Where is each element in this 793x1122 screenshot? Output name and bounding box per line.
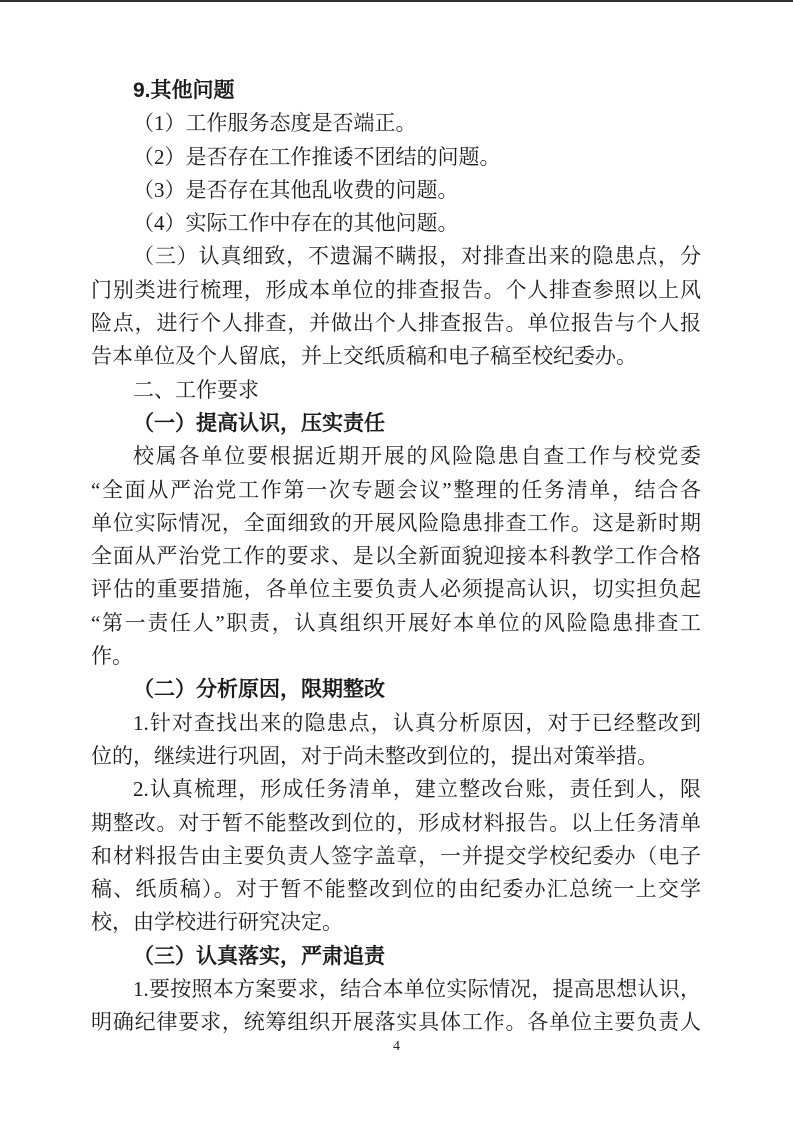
text-line: 位的，继续进行巩固，对于尚未整改到位的，提出对策举措。	[91, 743, 658, 768]
text-line: 作。	[91, 644, 133, 669]
text-line: （3）是否存在其他乱收费的问题。	[133, 177, 459, 202]
text-line: 和材料报告由主要负责人签字盖章，一并提交学校纪委办（电子	[91, 843, 701, 868]
text-line: 2.认真梳理，形成任务清单，建立整改台账，责任到人，限	[133, 777, 701, 802]
page-footer	[0, 1037, 793, 1055]
text-line: （二）分析原因，限期整改	[133, 678, 385, 702]
text-line: 1.针对查找出来的隐患点，认真分析原因，对于已经整改到	[133, 710, 701, 735]
text-line: （1）工作服务态度是否端正。	[133, 111, 417, 136]
text-line: 门别类进行梳理，形成本单位的排查报告。个人排查参照以上风	[91, 277, 701, 302]
document-body	[91, 74, 701, 1040]
text-line: （2）是否存在工作推诿不团结的问题。	[133, 144, 501, 169]
text-line: 评估的重要措施，各单位主要负责人必须提高认识，切实担负起	[91, 577, 701, 602]
text-line: 期整改。对于暂不能整改到位的，形成材料报告。以上任务清单	[91, 810, 701, 835]
text-line: （三）认真细致，不遗漏不瞒报，对排查出来的隐患点，分	[133, 244, 701, 269]
text-line: 稿、纸质稿）。对于暂不能整改到位的由纪委办汇总统一上交学	[91, 877, 701, 902]
scan-artifact-line	[0, 0, 793, 2]
text-line: 9.其他问题	[133, 79, 235, 102]
text-line: （三）认真落实，严肃追责	[133, 944, 385, 968]
text-line: （4）实际工作中存在的其他问题。	[133, 211, 459, 236]
text-line: “第一责任人”职责，认真组织开展好本单位的风险隐患排查工	[91, 610, 701, 635]
text-line: 全面从严治党工作的要求、是以全新面貌迎接本科教学工作合格	[91, 544, 701, 569]
page-number: 4	[393, 1039, 400, 1054]
text-line: 单位实际情况，全面细致的开展风险隐患排查工作。这是新时期	[91, 510, 701, 535]
text-line: “全面从严治党工作第一次专题会议”整理的任务清单，结合各	[91, 477, 701, 502]
text-line: 校属各单位要根据近期开展的风险隐患自查工作与校党委	[133, 444, 701, 469]
text-line: （一）提高认识，压实责任	[133, 411, 385, 435]
text-line: 险点，进行个人排查，并做出个人排查报告。单位报告与个人报	[91, 311, 701, 336]
text-line: 1.要按照本方案要求，结合本单位实际情况，提高思想认识，	[133, 977, 701, 1002]
text-line: 校，由学校进行研究决定。	[91, 910, 343, 935]
text-line: 明确纪律要求，统筹组织开展落实具体工作。各单位主要负责人	[91, 1010, 701, 1035]
text-line: 二、工作要求	[133, 377, 259, 402]
text-line: 告本单位及个人留底，并上交纸质稿和电子稿至校纪委办。	[91, 344, 637, 369]
